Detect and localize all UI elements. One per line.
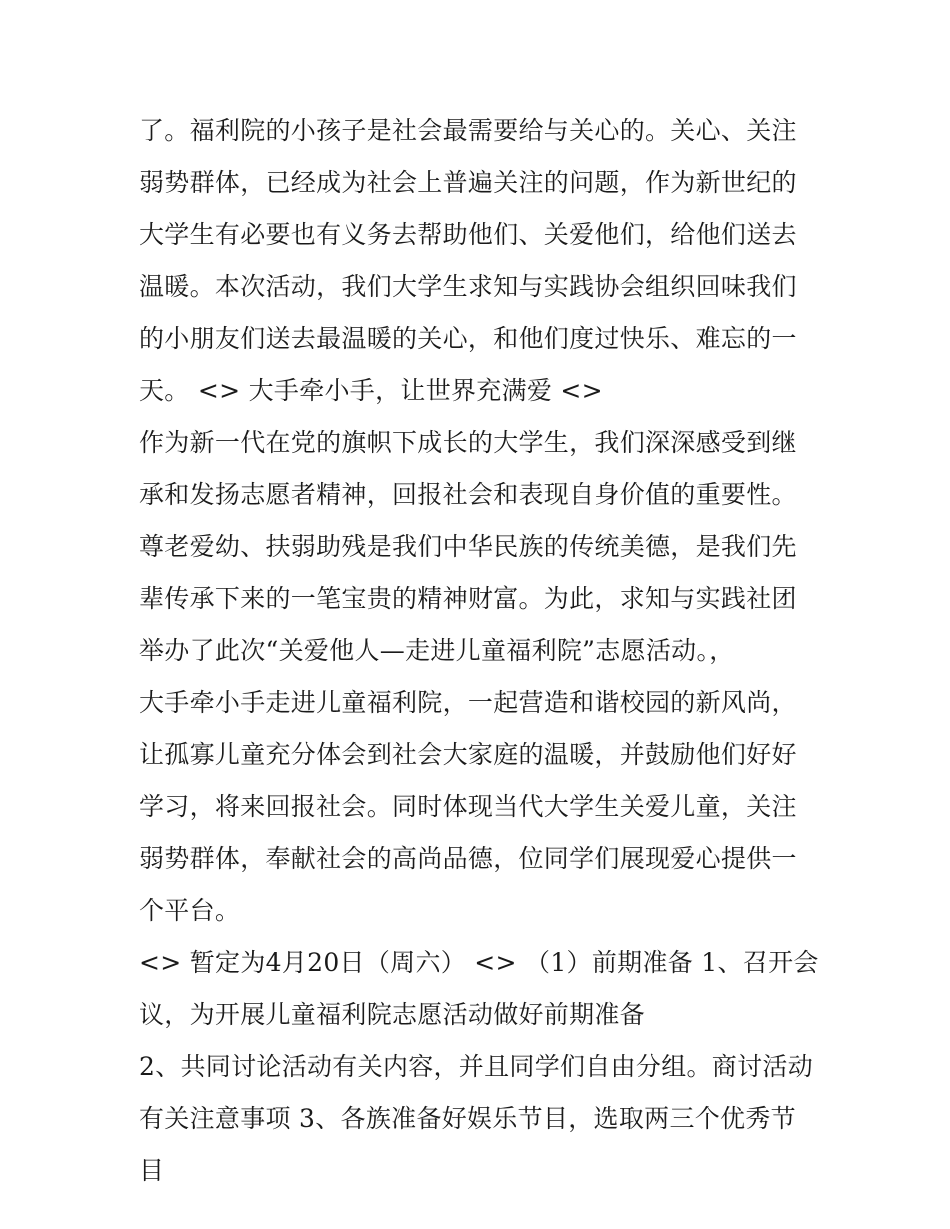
document-body bbox=[139, 105, 819, 1197]
paragraph-activity-purpose: 大手牵小手走进儿童福利院，一起营造和谐校园的新风尚，让孤寡儿童充分体会到社会大家庭的温暖，并鼓励他们好好学习，将来回报社会。同时体现当代大学生关爱儿童，关注弱势群体，奉献社会的高尚品德，位同学们展现爱心提供一个平台。 bbox=[139, 688, 797, 925]
paragraph-volunteer-spirit: 作为新一代在党的旗帜下成长的大学生，我们深深感受到继承和发扬志愿者精神，回报社会和表现自身价值的重要性。尊老爱幼、扶弱助残是我们中华民族的传统美德，是我们先辈传承下来的一笔宝贵的精神财富。为此，求知与实践社团举办了此次“关爱他人—走进儿童福利院”志愿活动。， bbox=[139, 428, 797, 665]
paragraph-schedule-preparation: <> 暂定为4月20日（周六） <> （1）前期准备 1、召开会议，为开展儿童福利院志愿活动做好前期准备 bbox=[139, 948, 819, 1029]
paragraph-welfare-intro: 了。福利院的小孩子是社会最需要给与关心的。关心、关注弱势群体，已经成为社会上普遍关注的问题，作为新世纪的大学生有必要也有义务去帮助他们、关爱他们，给他们送去温暖。本次活动，我们大学生求知与实践协会组织回味我们的小朋友们送去最温暖的关心，和他们度过快乐、难忘的一天。 <> 大手牵小手，让世界充满爱 <> bbox=[139, 116, 797, 405]
paragraph-discussion-steps: 2、共同讨论活动有关内容，并且同学们自由分组。商讨活动有关注意事项 3、各族准备好娱乐节目，选取两三个优秀节目 bbox=[139, 1052, 814, 1185]
